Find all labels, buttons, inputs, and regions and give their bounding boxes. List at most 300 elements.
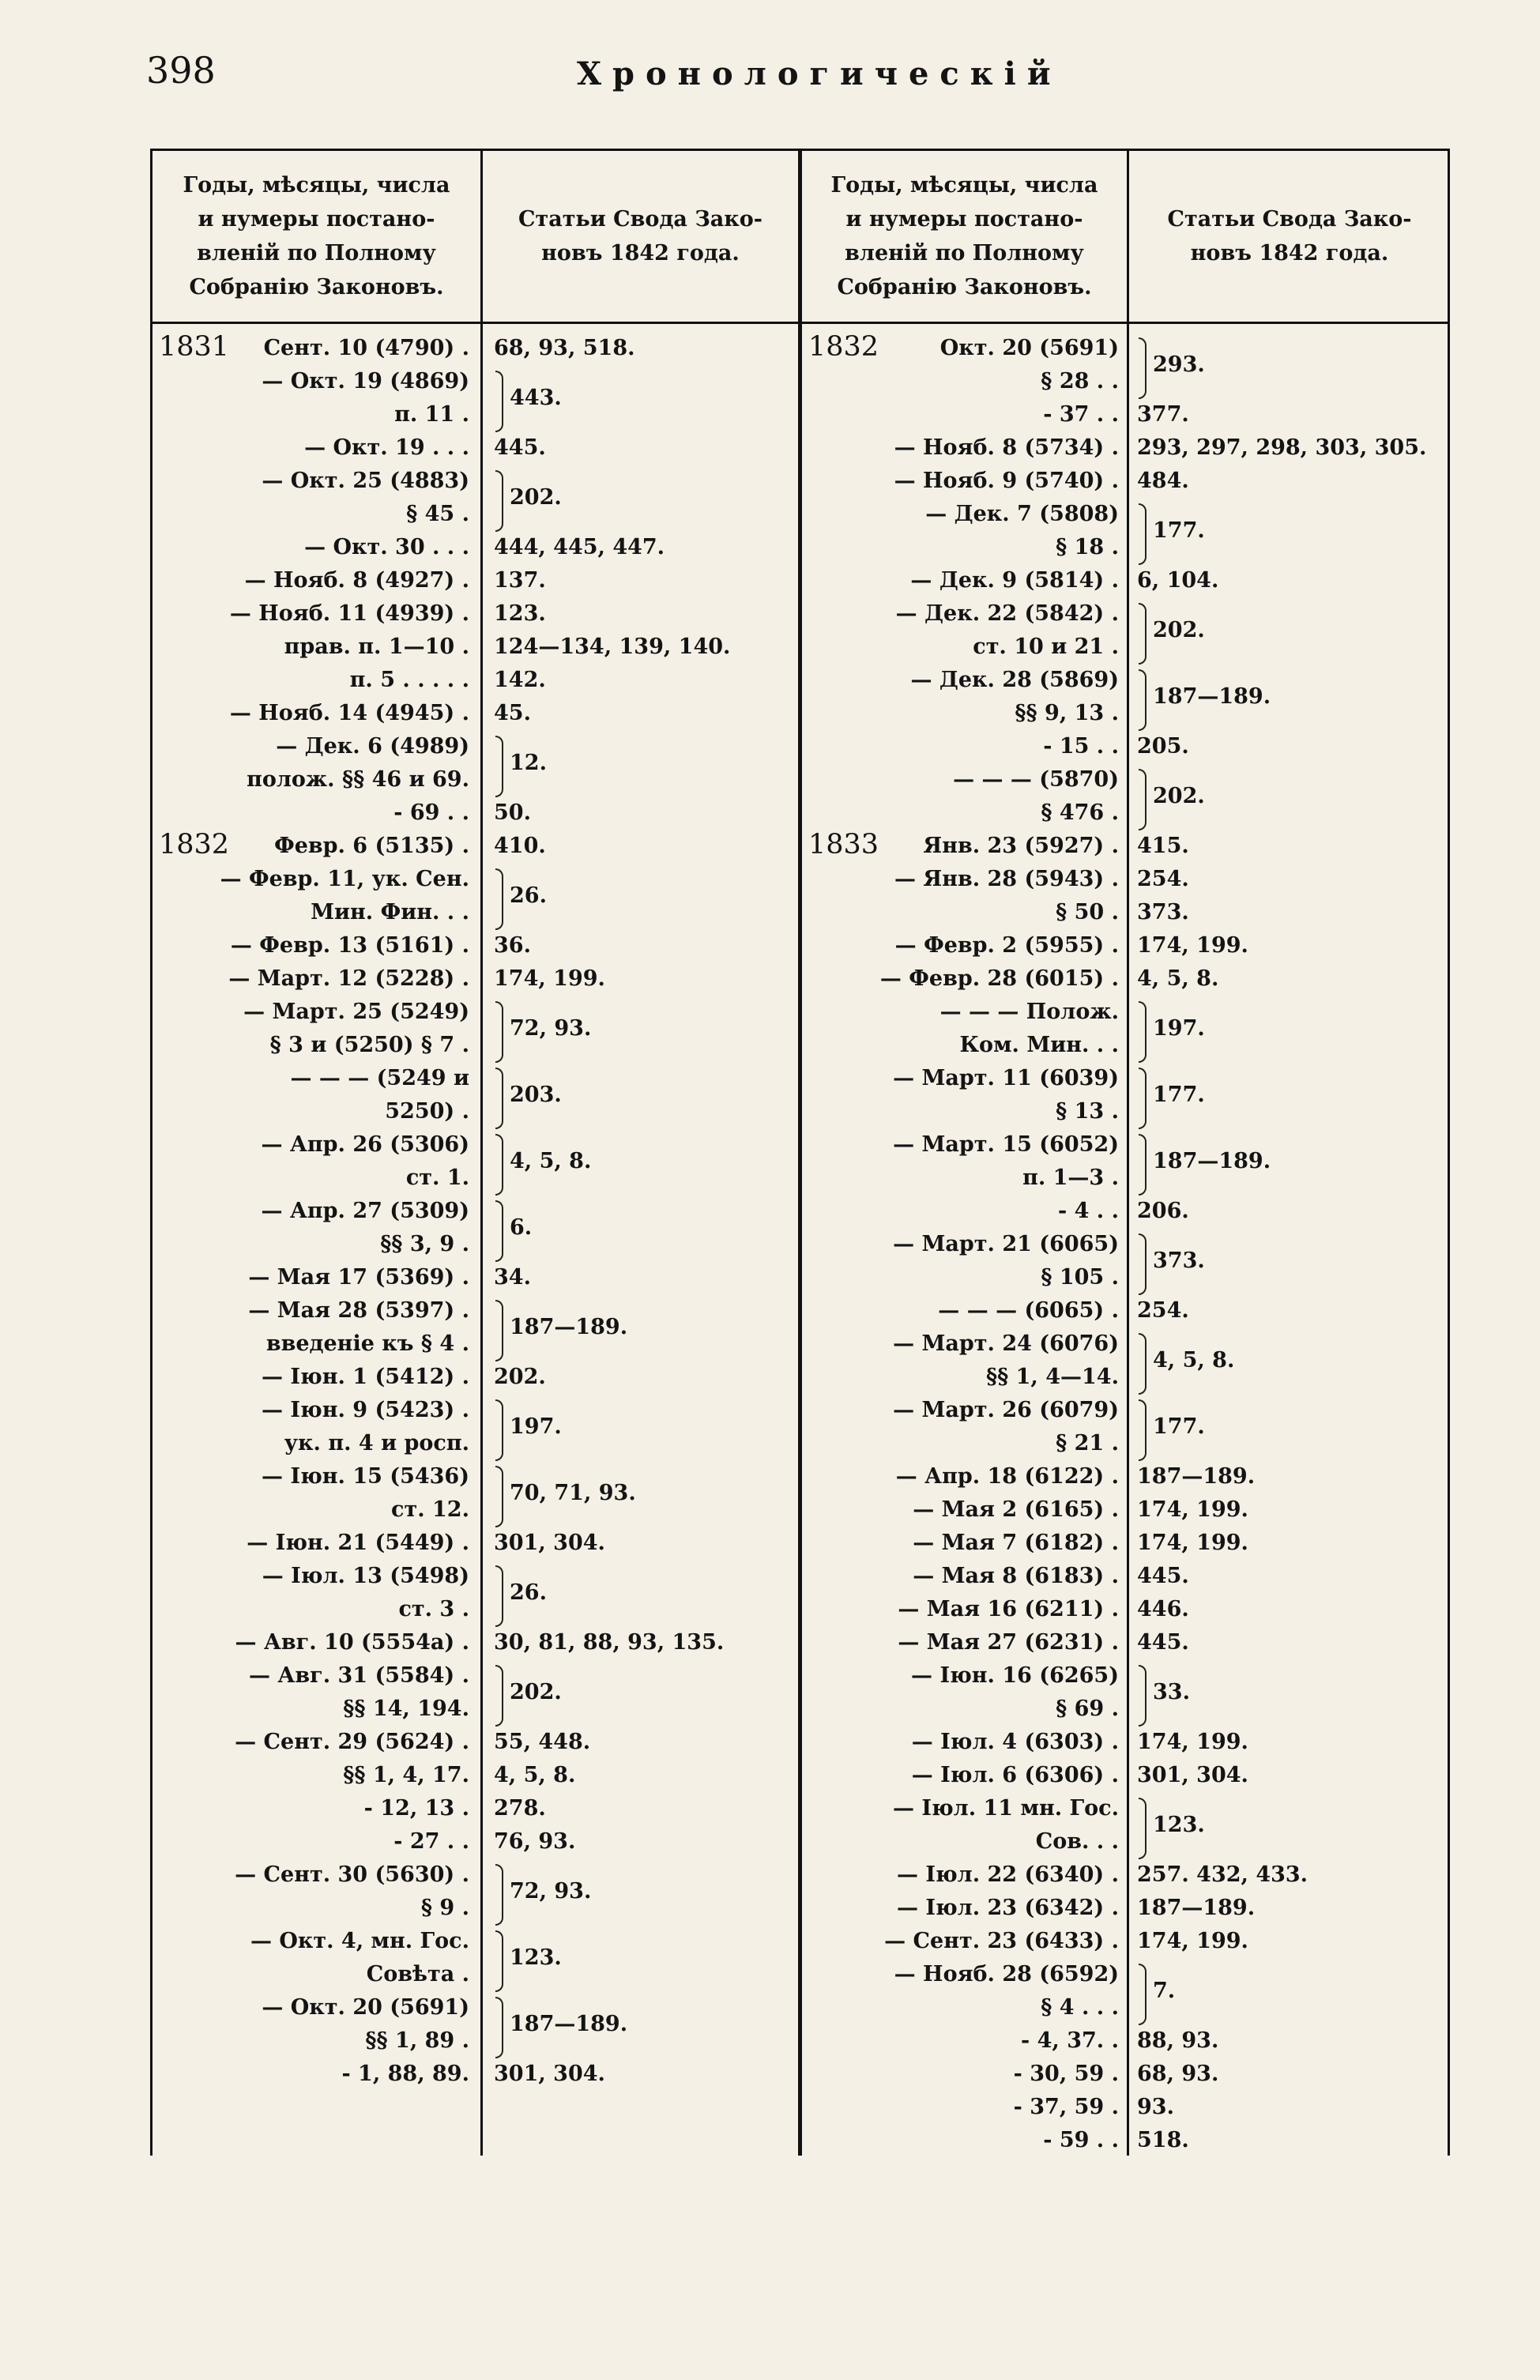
articles-text: 206. bbox=[1137, 1199, 1189, 1223]
ref-text: — Март. 15 (6052) bbox=[893, 1132, 1119, 1157]
index-entry-ref bbox=[808, 1232, 1119, 1265]
index-entry-ref bbox=[159, 1331, 469, 1365]
index-entry-ref bbox=[808, 1132, 1119, 1166]
index-entry-ref bbox=[808, 1763, 1119, 1796]
ref-text: — Апр. 18 (6122) . bbox=[895, 1464, 1119, 1489]
statute-articles bbox=[494, 933, 794, 966]
ref-text: — Окт. 19 . . . bbox=[304, 435, 469, 460]
index-entry-ref bbox=[159, 966, 469, 1000]
index-entry-ref bbox=[808, 2028, 1119, 2062]
index-entry-ref bbox=[159, 1464, 469, 1497]
ref-text: — Март. 11 (6039) bbox=[893, 1066, 1119, 1090]
statute-articles bbox=[1137, 1016, 1447, 1049]
ref-text: § 9 . bbox=[420, 1896, 469, 1920]
index-entry-ref bbox=[808, 1730, 1119, 1763]
index-entry-ref bbox=[808, 1697, 1119, 1730]
ref-text: - 4, 37. . bbox=[1021, 2028, 1119, 2053]
ref-text: — Апр. 26 (5306) bbox=[261, 1132, 469, 1157]
articles-text: 123. bbox=[494, 601, 546, 626]
articles-text: 7. bbox=[1153, 1979, 1176, 2003]
brace-mark bbox=[1139, 769, 1147, 830]
statute-articles bbox=[1137, 1597, 1447, 1630]
articles-text: 202. bbox=[1153, 618, 1205, 642]
brace-mark bbox=[495, 1200, 503, 1262]
ref-text: §§ 1, 89 . bbox=[365, 2028, 469, 2053]
ref-text: §§ 9, 13 . bbox=[1015, 701, 1119, 725]
ref-text: § 28 . . bbox=[1041, 369, 1119, 394]
statute-articles bbox=[1137, 1298, 1447, 1331]
ref-text: — Апр. 27 (5309) bbox=[261, 1199, 469, 1223]
statute-articles bbox=[1137, 568, 1447, 601]
ref-text: — Март. 21 (6065) bbox=[893, 1232, 1119, 1256]
index-entry-ref bbox=[159, 1929, 469, 1962]
ref-text: — Іюл. 23 (6342) . bbox=[896, 1896, 1119, 1920]
articles-text: 174, 199. bbox=[1137, 1531, 1248, 1555]
index-entry-ref bbox=[808, 1497, 1119, 1531]
ref-text: — Март. 25 (5249) bbox=[243, 1000, 469, 1024]
ref-text: - 1, 88, 89. bbox=[341, 2062, 469, 2086]
ref-text: — Мая 2 (6165) . bbox=[913, 1497, 1119, 1522]
index-entry-ref bbox=[159, 1497, 469, 1531]
statute-articles bbox=[494, 751, 794, 784]
ref-text: — Окт. 4, мн. Гос. bbox=[250, 1929, 469, 1953]
index-entry-ref bbox=[159, 767, 469, 800]
articles-text: 55, 448. bbox=[494, 1730, 591, 1754]
ref-text: § 21 . bbox=[1056, 1431, 1119, 1455]
articles-text: 518. bbox=[1137, 2128, 1189, 2152]
statute-articles bbox=[1137, 900, 1447, 933]
index-entry-ref bbox=[159, 1232, 469, 1265]
ref-text: — Окт. 25 (4883) bbox=[262, 469, 469, 493]
articles-text: 377. bbox=[1137, 402, 1189, 427]
ref-text: — Нояб. 28 (6592) bbox=[894, 1962, 1119, 1986]
index-entry-ref bbox=[159, 1564, 469, 1597]
statute-articles bbox=[494, 1265, 794, 1298]
articles-text: 202. bbox=[510, 485, 562, 510]
statute-articles bbox=[494, 1481, 794, 1514]
articles-text: 202. bbox=[494, 1365, 546, 1389]
index-entry-ref bbox=[159, 1730, 469, 1763]
ref-text: — Нояб. 14 (4945) . bbox=[229, 701, 469, 725]
index-entry-ref bbox=[808, 1199, 1119, 1232]
index-entry-ref bbox=[808, 469, 1119, 502]
brace-mark bbox=[495, 1399, 503, 1461]
index-entry-ref bbox=[808, 402, 1119, 435]
statute-articles bbox=[494, 485, 794, 518]
index-entry-ref bbox=[159, 369, 469, 402]
ref-text: - 15 . . bbox=[1043, 734, 1119, 759]
year-label: 1831 bbox=[159, 331, 230, 363]
ref-text: п. 11 . bbox=[394, 402, 469, 427]
ref-text: прав. п. 1—10 . bbox=[284, 635, 469, 659]
ref-text: § 50 . bbox=[1056, 900, 1119, 925]
index-entry-ref bbox=[808, 635, 1119, 668]
index-entry-ref bbox=[808, 1365, 1119, 1398]
statute-articles bbox=[494, 635, 794, 668]
index-entry-ref bbox=[159, 1697, 469, 1730]
index-entry-ref bbox=[159, 2062, 469, 2095]
ref-text: — Іюн. 15 (5436) bbox=[262, 1464, 469, 1489]
ref-text: — — — Полож. bbox=[939, 1000, 1119, 1024]
index-entry-ref bbox=[808, 2062, 1119, 2095]
index-entry-ref bbox=[159, 933, 469, 966]
ref-text: § 69 . bbox=[1056, 1697, 1119, 1721]
index-entry-ref bbox=[808, 1298, 1119, 1331]
articles-text: 4, 5, 8. bbox=[1153, 1348, 1235, 1373]
ref-text: — Дек. 7 (5808) bbox=[925, 502, 1119, 526]
articles-text: 415. bbox=[1137, 834, 1189, 858]
statute-articles bbox=[1137, 1763, 1447, 1796]
ref-text: Совѣта . bbox=[366, 1962, 469, 1986]
brace-mark bbox=[495, 1665, 503, 1727]
statute-articles bbox=[1137, 784, 1447, 817]
page-number: 398 bbox=[146, 49, 216, 92]
statute-articles bbox=[1137, 435, 1447, 469]
ref-text: — Мая 7 (6182) . bbox=[913, 1531, 1119, 1555]
ref-text: — Март. 26 (6079) bbox=[893, 1398, 1119, 1422]
ref-text: — Іюл. 6 (6306) . bbox=[911, 1763, 1119, 1787]
right-articles-header: Статьи Свода Зако- новъ 1842 года. bbox=[1167, 207, 1412, 265]
statute-articles bbox=[1137, 1531, 1447, 1564]
brace-mark bbox=[1139, 1964, 1147, 2025]
year-label: 1832 bbox=[159, 829, 230, 860]
index-entry-ref bbox=[808, 1829, 1119, 1862]
index-entry-ref bbox=[159, 1995, 469, 2028]
statute-articles bbox=[494, 2062, 794, 2095]
ref-text: — Іюн. 9 (5423) . bbox=[262, 1398, 469, 1422]
index-entry-ref bbox=[159, 502, 469, 535]
statute-articles bbox=[1137, 966, 1447, 1000]
articles-text: 278. bbox=[494, 1796, 546, 1821]
index-entry-ref bbox=[159, 1365, 469, 1398]
articles-text: 373. bbox=[1137, 900, 1189, 925]
index-entry-ref bbox=[808, 701, 1119, 734]
articles-text: 174, 199. bbox=[1137, 1929, 1248, 1953]
articles-text: 45. bbox=[494, 701, 531, 725]
left-ref-header: Годы, мѣсяцы, числа и нумеры постано- вленій по Полному Собранію Законовъ. bbox=[183, 173, 450, 299]
index-entry-ref bbox=[159, 1663, 469, 1697]
brace-mark bbox=[1139, 1233, 1147, 1295]
index-entry-ref bbox=[159, 435, 469, 469]
index-entry-ref bbox=[159, 1132, 469, 1166]
index-entry-ref bbox=[808, 601, 1119, 635]
articles-text: 6, 104. bbox=[1137, 568, 1219, 593]
index-entry-ref bbox=[159, 1796, 469, 1829]
ref-text: — Сент. 23 (6433) . bbox=[884, 1929, 1119, 1953]
statute-articles bbox=[494, 1945, 794, 1979]
articles-text: 72, 93. bbox=[510, 1879, 592, 1904]
articles-text: 254. bbox=[1137, 867, 1189, 891]
index-entry-ref bbox=[808, 1663, 1119, 1697]
statute-articles bbox=[494, 1215, 794, 1248]
ref-text: §§ 1, 4, 17. bbox=[343, 1763, 469, 1787]
index-entry-ref bbox=[808, 435, 1119, 469]
statute-articles bbox=[494, 1630, 794, 1663]
brace-mark bbox=[1139, 1068, 1147, 1129]
statute-articles bbox=[1137, 518, 1447, 552]
articles-text: 123. bbox=[1153, 1813, 1205, 1837]
statute-articles bbox=[494, 2012, 794, 2045]
brace-mark bbox=[495, 470, 503, 532]
ref-text: — Іюн. 21 (5449) . bbox=[247, 1531, 469, 1555]
index-entry-ref bbox=[808, 1531, 1119, 1564]
running-head: Хронологическій bbox=[577, 55, 1062, 92]
brace-mark bbox=[495, 1565, 503, 1627]
brace-mark bbox=[1139, 669, 1147, 731]
ref-text: — Мая 17 (5369) . bbox=[248, 1265, 469, 1290]
articles-text: 76, 93. bbox=[494, 1829, 576, 1854]
ref-text: — Іюн. 1 (5412) . bbox=[262, 1365, 469, 1389]
statute-articles bbox=[1137, 1979, 1447, 2012]
articles-text: 187—189. bbox=[1153, 684, 1271, 709]
brace-mark bbox=[495, 868, 503, 930]
statute-articles bbox=[1137, 1348, 1447, 1381]
statute-articles bbox=[494, 1531, 794, 1564]
ref-text: — Мая 8 (6183) . bbox=[913, 1564, 1119, 1588]
ref-text: введеніе къ § 4 . bbox=[265, 1331, 469, 1356]
statute-articles bbox=[1137, 352, 1447, 386]
index-entry-ref bbox=[808, 1265, 1119, 1298]
index-entry-ref bbox=[159, 1630, 469, 1663]
statute-articles bbox=[1137, 867, 1447, 900]
index-entry-ref bbox=[159, 668, 469, 701]
ref-text: — Окт. 30 . . . bbox=[304, 535, 469, 559]
index-entry-ref bbox=[159, 601, 469, 635]
ref-text: — Іюл. 4 (6303) . bbox=[911, 1730, 1119, 1754]
brace-mark bbox=[1139, 1134, 1147, 1196]
articles-text: 187—189. bbox=[510, 2012, 628, 2036]
index-entry-ref bbox=[808, 966, 1119, 1000]
ref-text: ст. 1. bbox=[405, 1166, 469, 1190]
statute-articles bbox=[1137, 684, 1447, 717]
articles-text: 197. bbox=[1153, 1016, 1205, 1041]
index-entry-ref bbox=[808, 1464, 1119, 1497]
statute-articles bbox=[494, 1580, 794, 1614]
articles-text: 72, 93. bbox=[510, 1016, 592, 1041]
statute-articles bbox=[1137, 618, 1447, 651]
index-entry-ref bbox=[808, 668, 1119, 701]
index-entry-ref bbox=[808, 1331, 1119, 1365]
articles-text: 177. bbox=[1153, 1414, 1205, 1439]
ref-text: §§ 14, 194. bbox=[343, 1697, 469, 1721]
brace-mark bbox=[1139, 1001, 1147, 1063]
articles-text: 123. bbox=[510, 1945, 562, 1970]
articles-text: 444, 445, 447. bbox=[494, 535, 665, 559]
ref-text: — Окт. 20 (5691) bbox=[262, 1995, 469, 2020]
index-entry-ref bbox=[159, 1066, 469, 1099]
ref-text: — Февр. 28 (6015) . bbox=[879, 966, 1119, 991]
ref-text: — Нояб. 11 (4939) . bbox=[229, 601, 469, 626]
brace-mark bbox=[1139, 1665, 1147, 1727]
brace-mark bbox=[1139, 337, 1147, 399]
ref-text: § 476 . bbox=[1041, 800, 1119, 825]
brace-mark bbox=[495, 1068, 503, 1129]
index-entry-ref bbox=[808, 767, 1119, 800]
index-entry-ref bbox=[159, 701, 469, 734]
ref-text: ст. 3 . bbox=[398, 1597, 469, 1621]
index-entry-ref bbox=[808, 1896, 1119, 1929]
index-entry-ref bbox=[808, 535, 1119, 568]
articles-text: 12. bbox=[510, 751, 547, 775]
ref-text: — Авг. 10 (5554а) . bbox=[235, 1630, 469, 1655]
articles-text: 4, 5, 8. bbox=[494, 1763, 576, 1787]
articles-text: 6. bbox=[510, 1215, 533, 1240]
articles-text: 197. bbox=[510, 1414, 562, 1439]
index-entry-ref bbox=[159, 867, 469, 900]
statute-articles bbox=[1137, 1630, 1447, 1663]
brace-mark bbox=[495, 1300, 503, 1361]
index-entry-ref bbox=[808, 2095, 1119, 2128]
brace-mark bbox=[495, 736, 503, 797]
statute-articles bbox=[1137, 1929, 1447, 1962]
articles-text: 4, 5, 8. bbox=[1137, 966, 1219, 991]
ref-text: — Мая 27 (6231) . bbox=[898, 1630, 1119, 1655]
ref-text: Ком. Мин. . . bbox=[959, 1033, 1119, 1057]
index-entry-ref bbox=[159, 402, 469, 435]
articles-text: 445. bbox=[494, 435, 546, 460]
ref-text: § 45 . bbox=[406, 502, 469, 526]
articles-text: 30, 81, 88, 93, 135. bbox=[494, 1630, 725, 1655]
statute-articles bbox=[1137, 2128, 1447, 2161]
ref-text: §§ 3, 9 . bbox=[380, 1232, 469, 1256]
index-entry-ref bbox=[808, 1398, 1119, 1431]
index-entry-ref bbox=[808, 867, 1119, 900]
chronological-index-table bbox=[150, 149, 1450, 2156]
ref-text: § 13 . bbox=[1056, 1099, 1119, 1124]
ref-text: - 12, 13 . bbox=[363, 1796, 469, 1821]
index-entry-ref bbox=[808, 1962, 1119, 1995]
ref-text: — Іюл. 22 (6340) . bbox=[896, 1862, 1119, 1887]
index-entry-ref bbox=[808, 1929, 1119, 1962]
ref-text: — Дек. 9 (5814) . bbox=[910, 568, 1119, 593]
articles-text: 445. bbox=[1137, 1630, 1189, 1655]
statute-articles bbox=[494, 1796, 794, 1829]
index-entry-ref bbox=[808, 933, 1119, 966]
ref-text: — Авг. 31 (5584) . bbox=[249, 1663, 469, 1688]
year-label: 1832 bbox=[808, 331, 879, 363]
index-entry-ref bbox=[159, 829, 469, 867]
statute-articles bbox=[494, 1016, 794, 1049]
statute-articles bbox=[494, 1365, 794, 1398]
articles-text: 68, 93. bbox=[1137, 2062, 1219, 2086]
ref-text: - 37, 59 . bbox=[1013, 2095, 1119, 2119]
statute-articles bbox=[494, 668, 794, 701]
ref-text: - 59 . . bbox=[1043, 2128, 1119, 2152]
statute-articles bbox=[1137, 1680, 1447, 1713]
ref-text: — Янв. 28 (5943) . bbox=[894, 867, 1119, 891]
index-entry-ref bbox=[159, 1166, 469, 1199]
statute-articles bbox=[494, 435, 794, 469]
statute-articles bbox=[494, 535, 794, 568]
ref-text: полож. §§ 46 и 69. bbox=[247, 767, 469, 792]
articles-text: 203. bbox=[510, 1083, 562, 1107]
articles-text: 443. bbox=[510, 386, 562, 410]
statute-articles bbox=[494, 800, 794, 834]
index-entry-ref bbox=[159, 1763, 469, 1796]
index-entry-ref bbox=[808, 1630, 1119, 1663]
statute-articles bbox=[494, 701, 794, 734]
articles-text: 301, 304. bbox=[494, 2062, 605, 2086]
articles-text: 202. bbox=[1153, 784, 1205, 808]
index-entry-ref bbox=[159, 1962, 469, 1995]
ref-text: § 18 . bbox=[1056, 535, 1119, 559]
index-entry-ref bbox=[159, 2028, 469, 2062]
statute-articles bbox=[1137, 2028, 1447, 2062]
brace-mark bbox=[1139, 1333, 1147, 1395]
ref-text: — Іюл. 13 (5498) bbox=[262, 1564, 469, 1588]
ref-text: — Дек. 28 (5869) bbox=[910, 668, 1119, 692]
articles-text: 50. bbox=[494, 800, 531, 825]
statute-articles bbox=[494, 1083, 794, 1116]
statute-articles bbox=[1137, 1464, 1447, 1497]
statute-articles bbox=[1137, 1564, 1447, 1597]
ref-text: - 37 . . bbox=[1043, 402, 1119, 427]
index-entry-ref bbox=[159, 568, 469, 601]
ref-text: Окт. 20 (5691) bbox=[939, 336, 1119, 360]
ref-text: — — — (5870) bbox=[953, 767, 1119, 792]
statute-articles bbox=[1137, 1497, 1447, 1531]
brace-mark bbox=[1139, 1399, 1147, 1461]
ref-text: Янв. 23 (5927) . bbox=[923, 834, 1119, 858]
index-entry-ref bbox=[159, 900, 469, 933]
articles-text: 174, 199. bbox=[1137, 1730, 1248, 1754]
ref-text: — Нояб. 8 (4927) . bbox=[244, 568, 469, 593]
articles-text: 187—189. bbox=[510, 1315, 628, 1339]
brace-mark bbox=[1139, 603, 1147, 665]
ref-text: — Сент. 30 (5630) . bbox=[235, 1862, 469, 1887]
index-entry-ref bbox=[808, 829, 1119, 867]
statute-articles bbox=[1137, 933, 1447, 966]
articles-text: 33. bbox=[1153, 1680, 1190, 1704]
index-entry-ref bbox=[808, 1000, 1119, 1033]
statute-articles bbox=[1137, 2095, 1447, 2128]
ref-text: п. 5 . . . . . bbox=[349, 668, 469, 692]
index-entry-ref bbox=[808, 1862, 1119, 1896]
statute-articles bbox=[1137, 1083, 1447, 1116]
index-entry-ref bbox=[159, 1531, 469, 1564]
index-entry-ref bbox=[808, 369, 1119, 402]
articles-text: 177. bbox=[1153, 518, 1205, 543]
statute-articles bbox=[494, 1829, 794, 1862]
index-entry-ref bbox=[159, 1000, 469, 1033]
statute-articles bbox=[494, 1730, 794, 1763]
ref-text: - 4 . . bbox=[1058, 1199, 1119, 1223]
year-label: 1833 bbox=[808, 829, 879, 860]
articles-text: 446. bbox=[1137, 1597, 1189, 1621]
articles-text: 142. bbox=[494, 668, 546, 692]
articles-text: 205. bbox=[1137, 734, 1189, 759]
ref-text: — — — (5249 и bbox=[290, 1066, 469, 1090]
ref-text: — Дек. 6 (4989) bbox=[276, 734, 469, 759]
articles-text: 301, 304. bbox=[1137, 1763, 1248, 1787]
index-entry-ref bbox=[159, 1033, 469, 1066]
articles-text: 293. bbox=[1153, 352, 1205, 377]
articles-text: 293, 297, 298, 303, 305. bbox=[1137, 435, 1427, 460]
statute-articles bbox=[1137, 1896, 1447, 1929]
articles-text: 70, 71, 93. bbox=[510, 1481, 636, 1505]
index-entry-ref bbox=[808, 900, 1119, 933]
brace-mark bbox=[495, 371, 503, 432]
articles-text: 445. bbox=[1137, 1564, 1189, 1588]
index-entry-ref bbox=[159, 535, 469, 568]
statute-articles bbox=[1137, 1862, 1447, 1896]
ref-text: §§ 1, 4—14. bbox=[986, 1365, 1119, 1389]
statute-articles bbox=[494, 1680, 794, 1713]
ref-text: — Іюн. 16 (6265) bbox=[911, 1663, 1119, 1688]
ref-text: — Окт. 19 (4869) bbox=[262, 369, 469, 394]
ref-text: 5250) . bbox=[385, 1099, 469, 1124]
ref-text: - 30, 59 . bbox=[1013, 2062, 1119, 2086]
